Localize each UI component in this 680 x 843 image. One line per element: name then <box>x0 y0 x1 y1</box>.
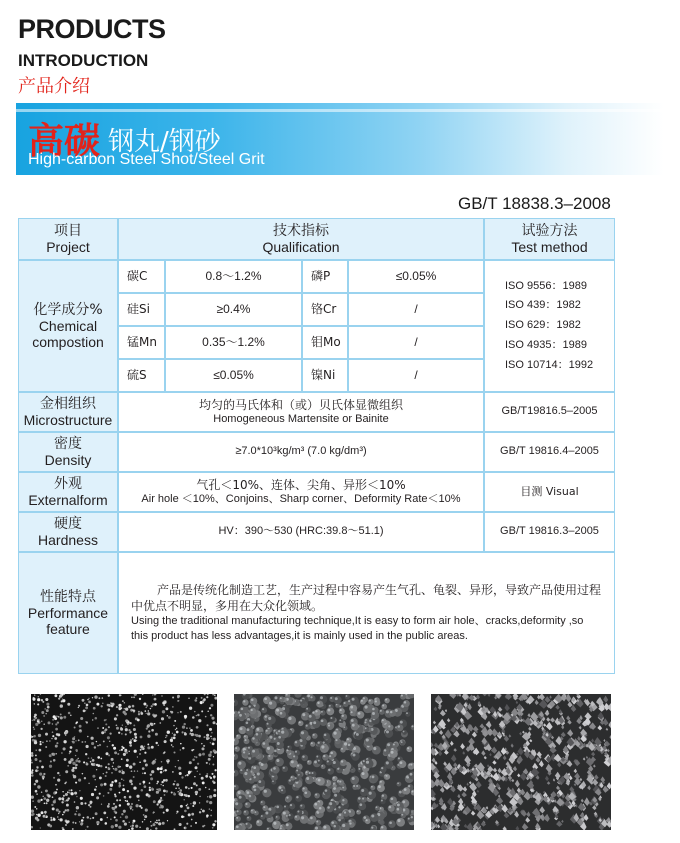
performance-cn: 产品是传统化制造工艺，生产过程中容易产生气孔、龟裂、异形，导致产品使用过程中优点不明显，多用在大众化领域。 <box>131 583 602 613</box>
value-p: ≤0.05% <box>348 260 484 293</box>
externalform-cn: 气孔＜10%、连体、尖角、异形＜10% <box>196 477 406 492</box>
photo-steel-shot-coarse <box>234 694 414 830</box>
value-ni: / <box>348 359 484 392</box>
label-performance-en2: feature <box>46 621 90 638</box>
title-products: PRODUCTS <box>18 14 166 44</box>
value-microstructure <box>118 392 484 432</box>
header-qualification-en: Qualification <box>262 239 340 255</box>
method-externalform: 目测 Visual <box>484 472 615 512</box>
method-density: GB/T 19816.4–2005 <box>484 432 615 472</box>
value-externalform <box>118 472 484 512</box>
banner-stripe <box>16 109 664 112</box>
label-microstructure <box>18 392 118 432</box>
element-si: 硅Si <box>118 293 165 326</box>
header-method-en: Test method <box>511 239 588 255</box>
label-chemical-cn: 化学成分% <box>33 301 103 318</box>
banner-highlight: 高碳 <box>28 121 101 162</box>
label-chemical-en2: compostion <box>32 334 104 351</box>
banner-title-en: High-carbon Steel Shot/Steel Grit <box>28 151 265 168</box>
photo-steel-shot-fine <box>31 694 217 830</box>
externalform-en: Air hole ＜10%、Conjoins、Sharp corner、Deformity Rate＜10% <box>141 492 461 505</box>
value-s: ≤0.05% <box>165 359 302 392</box>
method-iso-4935: ISO 4935：1989 <box>505 338 587 351</box>
label-performance <box>18 552 118 674</box>
value-mo: / <box>348 326 484 359</box>
title-cn: 产品介绍 <box>18 76 90 97</box>
header-project <box>18 218 118 260</box>
value-hardness: HV：390～530 (HRC:39.8～51.1) <box>118 512 484 552</box>
label-hardness-en: Hardness <box>38 532 98 548</box>
value-cr: / <box>348 293 484 326</box>
element-ni: 镍Ni <box>302 359 348 392</box>
label-chemical <box>18 260 118 392</box>
microstructure-cn: 均匀的马氏体和（或）贝氏体显微组织 <box>198 397 403 412</box>
photo-steel-grit <box>431 694 611 830</box>
label-microstructure-en: Microstructure <box>23 412 113 428</box>
banner-title-cn: 钢丸/钢砂 <box>108 127 221 157</box>
label-externalform-en: Externalform <box>28 492 108 508</box>
label-density <box>18 432 118 472</box>
element-p: 磷P <box>302 260 348 293</box>
method-iso-10714: ISO 10714：1992 <box>505 358 594 371</box>
header-project-cn: 项目 <box>54 222 82 239</box>
header-qualification <box>118 218 484 260</box>
label-density-cn: 密度 <box>54 435 82 452</box>
standard-number: GB/T 18838.3–2008 <box>458 194 611 213</box>
element-s: 硫S <box>118 359 165 392</box>
label-hardness-cn: 硬度 <box>54 515 82 532</box>
element-mo: 钼Mo <box>302 326 348 359</box>
element-mn: 锰Mn <box>118 326 165 359</box>
label-externalform-cn: 外观 <box>54 475 82 492</box>
title-introduction: INTRODUCTION <box>18 51 149 70</box>
header-method <box>484 218 615 260</box>
value-c: 0.8～1.2% <box>165 260 302 293</box>
performance-en: Using the traditional manufacturing technique,It is easy to form air hole、cracks,deformity ,so this product has less advantages,it is mainly used in the public areas. <box>131 615 584 642</box>
microstructure-en: Homogeneous Martensite or Bainite <box>213 412 389 425</box>
value-si: ≥0.4% <box>165 293 302 326</box>
value-performance <box>118 552 615 674</box>
value-mn: 0.35～1.2% <box>165 326 302 359</box>
spec-table <box>18 218 615 674</box>
label-externalform <box>18 472 118 512</box>
method-iso-629: ISO 629：1982 <box>505 319 581 332</box>
value-density: ≥7.0*10³kg/m³ (7.0 kg/dm³) <box>118 432 484 472</box>
label-chemical-en1: Chemical <box>38 317 98 334</box>
method-hardness: GB/T 19816.3–2005 <box>484 512 615 552</box>
label-density-en: Density <box>44 452 92 468</box>
header-method-cn: 试验方法 <box>521 222 578 239</box>
label-hardness <box>18 512 118 552</box>
product-banner <box>16 103 664 175</box>
method-iso-9556: ISO 9556：1989 <box>505 279 587 292</box>
label-performance-cn: 性能特点 <box>40 588 96 605</box>
header-project-en: Project <box>46 239 90 255</box>
label-microstructure-cn: 金相组织 <box>40 395 96 412</box>
header-qualification-cn: 技术指标 <box>273 222 329 239</box>
method-microstructure: GB/T19816.5–2005 <box>484 392 615 432</box>
element-cr: 铬Cr <box>302 293 348 326</box>
method-iso-439: ISO 439：1982 <box>505 299 581 312</box>
element-c: 碳C <box>118 260 165 293</box>
label-performance-en1: Performance <box>27 604 109 621</box>
chemical-methods <box>484 260 615 392</box>
